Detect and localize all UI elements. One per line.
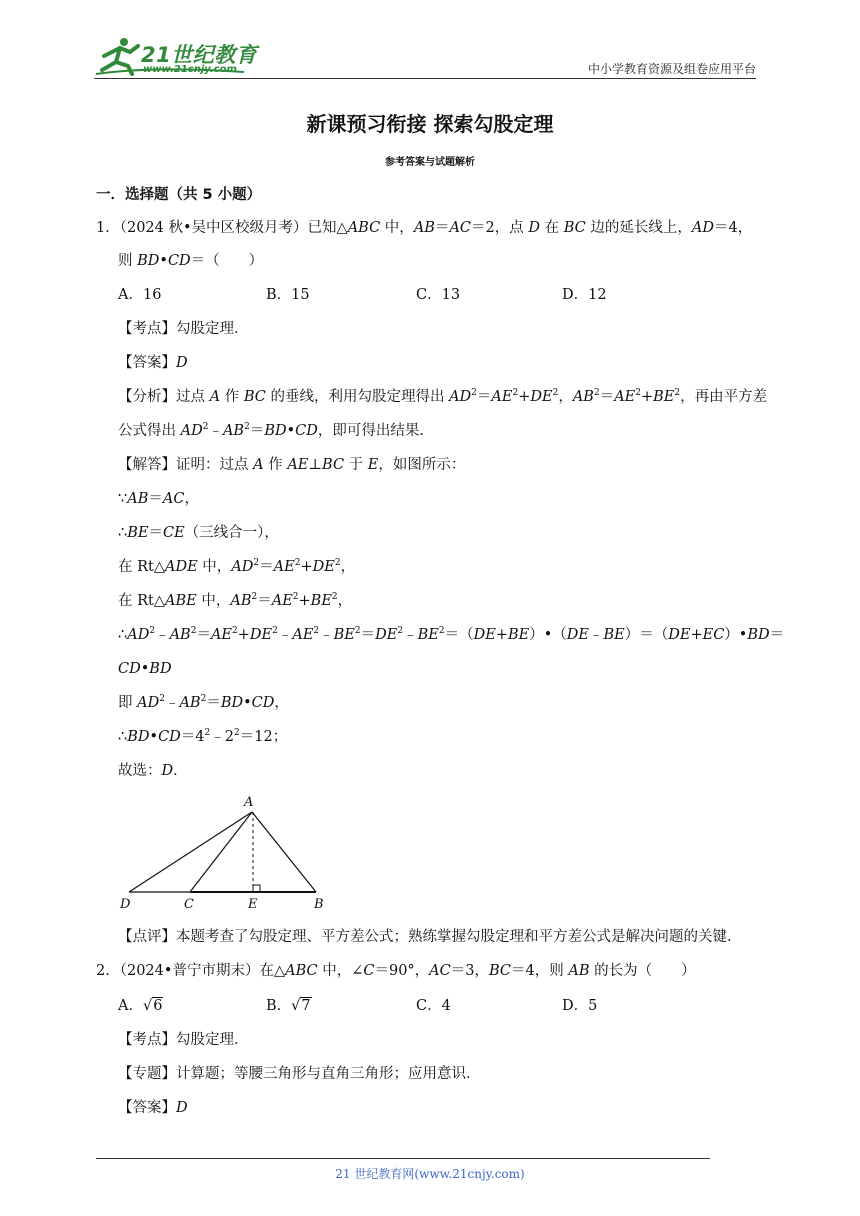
footer-link[interactable]: 21 世纪教育网(www.21cnjy.com)	[335, 1167, 525, 1181]
logo-url: www.21cnjy.com	[143, 64, 237, 75]
q1-solution-2: ∵AB＝AC，	[118, 491, 199, 507]
q2-option-d: D．5	[562, 998, 598, 1014]
q1-number: 1．	[96, 220, 120, 236]
q1-kaodian: 【考点】勾股定理．	[118, 321, 249, 337]
label-a: A	[244, 795, 254, 810]
q2-answer-value: D	[176, 1100, 188, 1116]
q1-stem-cont: 则 BD•CD＝（ ）	[118, 253, 264, 269]
q1-analysis: 【分析】过点 A 作 BC 的垂线，利用勾股定理得出 $AD^2=AE^2+DE^2$，$AB^2=AE^2+BE^2$，再由平方差	[118, 388, 768, 405]
q1-solution-8: 即 $AD^2﹣AB^2=BD•CD$，	[118, 694, 289, 711]
q1-dianping: 【点评】本题考查了勾股定理、平方差公式；熟练掌握勾股定理和平方差公式是解决问题的关键．	[118, 929, 742, 945]
q1-option-c: C．13	[416, 287, 461, 303]
q1-options	[118, 285, 618, 305]
logo-text: 21世纪教育	[141, 43, 258, 67]
label-d: D	[120, 897, 131, 912]
q2-option-a-radicand: 6	[153, 998, 163, 1014]
q1-answer-value: D	[176, 355, 188, 371]
q2-option-b-radicand: 7	[301, 998, 311, 1014]
q1-solution-end: 故选：	[118, 763, 162, 779]
platform-name: 中小学教育资源及组卷应用平台	[587, 62, 756, 76]
q1-option-d: D．12	[562, 287, 607, 303]
q2-answer-tag: 【答案】	[118, 1100, 176, 1116]
q1-option-a: A．16	[118, 287, 162, 303]
header-divider	[94, 78, 756, 79]
q1-solution-4: 在 Rt△ADE 中，$AD^2=AE^2+DE^2$，	[118, 558, 356, 575]
q1-stem: 1．（2024 秋•吴中区校级月考）已知△ABC 中，AB＝AC＝2，点 D 在 BC 边的延长线上，AD＝4，	[96, 220, 753, 236]
q1-solution-3: ∴BE＝CE（三线合一），	[118, 525, 279, 541]
q1-analysis-cont: 公式得出 $AD^2﹣AB^2=BD•CD$，即可得出结果．	[118, 422, 434, 439]
label-c: C	[184, 897, 194, 912]
q1-source: （2024 秋•吴中区校级月考）已知△	[119, 220, 348, 236]
q1-answer-tag: 【答案】	[118, 355, 176, 371]
footer-divider	[96, 1158, 710, 1159]
q2-source: （2024•普宁市期末）在△	[119, 963, 286, 979]
q1-solution-6: $\therefore AD^2﹣AB^2=AE^2+DE^2﹣AE^2﹣BE^2=DE^2﹣BE^2=(DE+BE)•(DE﹣BE)=(DE+EC)•BD=$	[118, 626, 785, 643]
q2-option-b: B．√7	[266, 998, 311, 1014]
q1-solution-5: 在 Rt△ABE 中，$AB^2=AE^2+BE^2$，	[118, 592, 353, 609]
segment-ad	[129, 812, 252, 892]
segment-ab	[252, 812, 316, 892]
q1-solution-9: $\therefore BD•CD=4^2﹣2^2=12$；	[118, 728, 288, 745]
q1-option-b: B．15	[266, 287, 310, 303]
page-title: 新课预习衔接 探索勾股定理	[306, 112, 554, 136]
q2-option-a: A．√6	[118, 998, 163, 1014]
label-b: B	[314, 897, 324, 912]
q2-number: 2．	[96, 963, 120, 979]
q1-solution-1: 【解答】证明：过点 A 作 AE⊥BC 于 E，如图所示：	[118, 457, 466, 473]
segment-ac	[190, 812, 252, 892]
geometry-figure	[112, 792, 342, 912]
page-subtitle: 参考答案与试题解析	[385, 157, 475, 168]
q2-answer	[118, 1098, 188, 1118]
q1-solution-7: CD•BD	[118, 661, 172, 677]
q2-zhuanti: 【专题】计算题；等腰三角形与直角三角形；应用意识．	[118, 1066, 481, 1082]
q2-stem: 2．（2024•普宁市期末）在△ABC 中，∠C＝90°，AC＝3，BC＝4，则 AB 的长为（ ）	[96, 963, 696, 979]
q1-solution-10: 故选：D．	[118, 763, 188, 779]
section-heading: 一．选择题（共 5 小题）	[96, 187, 262, 203]
q2-kaodian: 【考点】勾股定理．	[118, 1032, 249, 1048]
q2-options	[118, 996, 618, 1018]
q2-option-c: C．4	[416, 998, 451, 1014]
label-e: E	[248, 897, 258, 912]
q1-answer	[118, 353, 188, 373]
right-angle-mark	[253, 885, 260, 892]
q1-solution-choice: D	[161, 763, 174, 779]
